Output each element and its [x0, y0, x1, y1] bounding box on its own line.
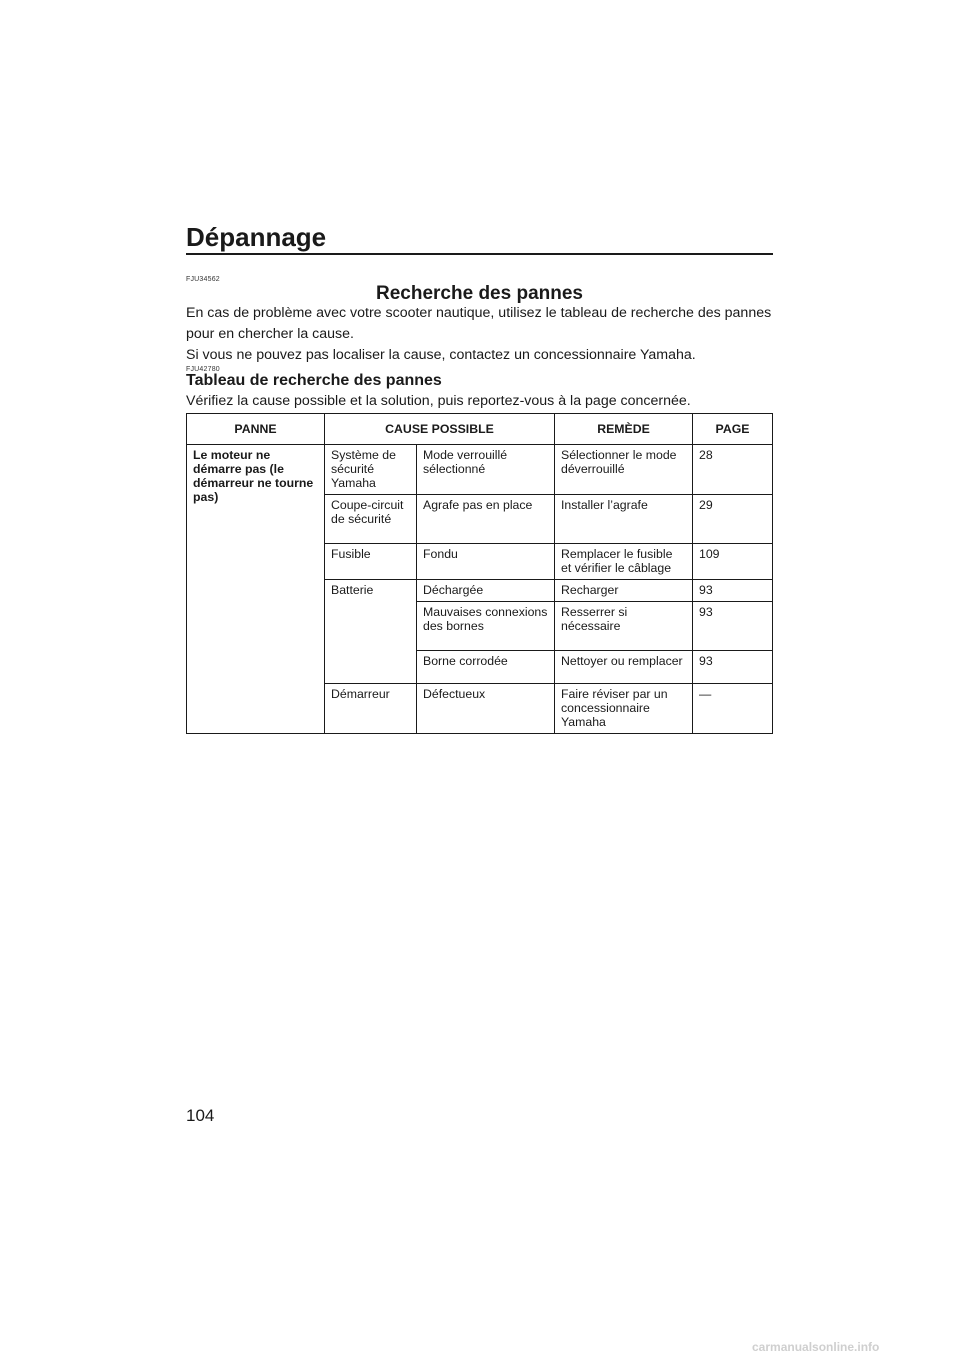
- detail-cell: Mauvaises connexions des bornes: [417, 602, 555, 651]
- detail-cell: Déchargée: [417, 580, 555, 602]
- remede-cell: Recharger: [555, 580, 693, 602]
- header-cause: CAUSE POSSIBLE: [325, 414, 555, 445]
- remede-cell: Resserrer si nécessaire: [555, 602, 693, 651]
- page-cell: —: [693, 684, 773, 734]
- detail-cell: Fondu: [417, 544, 555, 580]
- cause-cell: Démarreur: [325, 684, 417, 734]
- header-remede: REMÈDE: [555, 414, 693, 445]
- troubleshooting-table: [186, 413, 773, 734]
- detail-cell: Défectueux: [417, 684, 555, 734]
- detail-cell: Agrafe pas en place: [417, 495, 555, 544]
- section-paragraph-1: En cas de problème avec votre scooter nautique, utilisez le tableau de recherche des pannes pour en chercher la cause.: [186, 305, 772, 342]
- table-header-row: [187, 414, 773, 445]
- header-panne: PANNE: [187, 414, 325, 445]
- subsection-title: Tableau de recherche des pannes: [186, 372, 442, 389]
- remede-cell: Remplacer le fusible et vérifier le câblage: [555, 544, 693, 580]
- page-number: 104: [186, 1106, 215, 1125]
- section-paragraph-2: Si vous ne pouvez pas localiser la cause, contactez un concessionnaire Yamaha.: [186, 347, 696, 363]
- table-row: [187, 445, 773, 495]
- remede-cell: Installer l’agrafe: [555, 495, 693, 544]
- header-page: PAGE: [693, 414, 773, 445]
- panne-cell: Le moteur ne démarre pas (le démarreur ne tourne pas): [187, 445, 325, 734]
- page-cell: 109: [693, 544, 773, 580]
- chapter-rule: [186, 253, 773, 255]
- chapter-title: Dépannage: [186, 222, 327, 252]
- remede-cell: Sélectionner le mode déverrouillé: [555, 445, 693, 495]
- cause-cell: Coupe-circuit de sécurité: [325, 495, 417, 544]
- page-cell: 93: [693, 651, 773, 684]
- remede-cell: Nettoyer ou remplacer: [555, 651, 693, 684]
- page-cell: 93: [693, 580, 773, 602]
- cause-cell: Système de sécurité Yamaha: [325, 445, 417, 495]
- page-cell: 29: [693, 495, 773, 544]
- subsection-code: FJU42780: [186, 366, 220, 373]
- section-code: FJU34562: [186, 276, 220, 283]
- detail-cell: Borne corrodée: [417, 651, 555, 684]
- page-cell: 28: [693, 445, 773, 495]
- watermark: carmanualsonline.info: [752, 1340, 880, 1354]
- subsection-intro: Vérifiez la cause possible et la solution, puis reportez-vous à la page concernée.: [186, 393, 691, 409]
- cause-cell: Batterie: [325, 580, 417, 684]
- detail-cell: Mode verrouillé sélectionné: [417, 445, 555, 495]
- page-cell: 93: [693, 602, 773, 651]
- remede-cell: Faire réviser par un concessionnaire Yamaha: [555, 684, 693, 734]
- section-title: Recherche des pannes: [376, 283, 583, 304]
- cause-cell: Fusible: [325, 544, 417, 580]
